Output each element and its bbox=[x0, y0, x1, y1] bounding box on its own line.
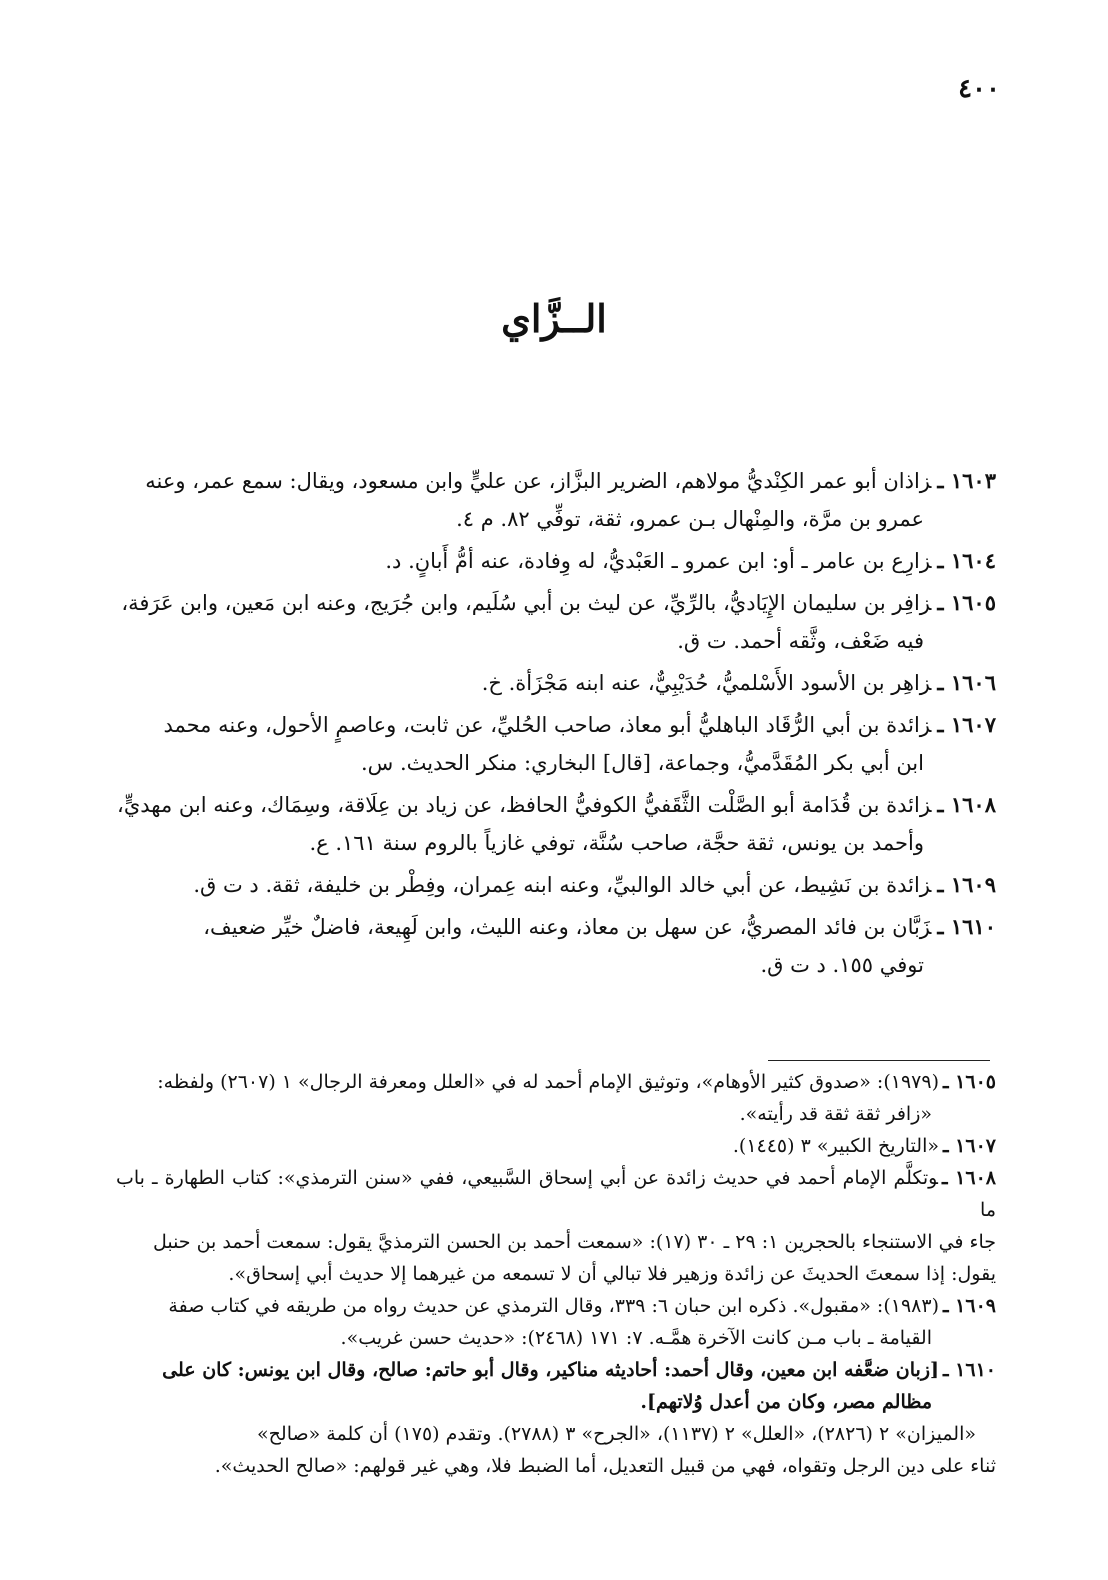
entry-number: ١٦٠٦ ـ bbox=[937, 670, 996, 695]
entry-text: زارِع بن عامر ـ أو: ابن عمرو ـ العَبْديُّ، له وِفادة، عنه أمُّ أَبانٍ. د. bbox=[385, 549, 932, 573]
entry-text: زَبَّان بن فائد المصريُّ، عن سهل بن معاذ، وعنه الليث، وابن لَهِيعة، فاضلٌ خيِّر ضعيف، bbox=[203, 915, 932, 939]
footnote-text: (١٩٧٩): «صدوق كثير الأوهام»، وتوثيق الإمام أحمد له في «العلل ومعرفة الرجال» ١ (٢٦٠٧) ولفظه: bbox=[157, 1071, 939, 1093]
entry-number: ١٦٠٥ ـ bbox=[937, 590, 996, 615]
footnote-continuation bbox=[116, 1258, 996, 1290]
footnote-text: «التاريخ الكبير» ٣ (١٤٤٥). bbox=[732, 1135, 939, 1157]
entry-text-continued: ابن أبي بكر المُقَدَّميُّ، وجماعة، [قال] البخاري: منكر الحديث. س. bbox=[360, 751, 924, 775]
footnote-text-continued: القيامة ـ باب مـن كانت الآخرة همَّـه. ٧: ١٧١ (٢٤٦٨): «حديث حسن غريب». bbox=[340, 1327, 932, 1349]
entry-text: زافِر بن سليمان الإِيَاديُّ، بالرِّيِّ، عن ليث بن أبي سُلَيم، وابن جُرَيج، وعنه ابن مَعين، وابن عَرَفة، bbox=[121, 591, 932, 615]
entry-text: زاهِر بن الأسود الأَسْلميُّ، حُدَيْبِيٌّ، عنه ابنه مَجْزَأة. خ. bbox=[481, 671, 932, 695]
footnote-text: جاء في الاستنجاء بالحجرين ١: ٢٩ ـ ٣٠ (١٧): «سمعت أحمد بن الحسن الترمذيَّ يقول: سمعت أحمد بن حنبل bbox=[152, 1231, 996, 1253]
entry bbox=[116, 664, 996, 702]
footnote-text: يقول: إذا سمعتَ الحديثَ عن زائدة وزهير فلا تبالي أن لا تسمعه من غيرهما إلا حديث أبي إسحاق». bbox=[228, 1263, 996, 1285]
footnote bbox=[116, 1162, 996, 1226]
footnote-text: [زبان ضعَّفه ابن معين، وقال أحمد: أحاديثه مناكير، وقال أبو حاتم: صالح، وقال ابن يونس: كان على bbox=[162, 1359, 939, 1381]
entry-number: ١٦٠٤ ـ bbox=[937, 548, 996, 573]
entry-number: ١٦٠٣ ـ bbox=[937, 468, 996, 493]
entry bbox=[116, 786, 996, 862]
entry-text-continued: وأحمد بن يونس، ثقة حجَّة، صاحب سُنَّة، توفي غازياً بالروم سنة ١٦١. ع. bbox=[309, 831, 924, 855]
footnote-number: ١٦٠٩ ـ bbox=[942, 1295, 996, 1317]
entry-text: زاذان أبو عمر الكِنْديُّ مولاهم، الضرير البزَّاز، عن عليٍّ وابن مسعود، ويقال: سمع عمر، وعنه bbox=[145, 469, 932, 493]
footnote-continuation bbox=[116, 1450, 996, 1482]
entry-text-continued: عمرو بن مرَّة، والمِنْهال بـن عمرو، ثقة، توفِّي ٨٢. م ٤. bbox=[456, 507, 924, 531]
entry-number: ١٦٠٧ ـ bbox=[937, 712, 996, 737]
footnote-number: ١٦٠٧ ـ bbox=[942, 1135, 996, 1157]
entry bbox=[116, 908, 996, 984]
footnote-number: ١٦٠٨ ـ bbox=[941, 1167, 996, 1189]
footnote bbox=[116, 1354, 996, 1418]
entry bbox=[116, 706, 996, 782]
entries-list bbox=[116, 462, 996, 988]
entry-text-continued: فيه ضَعْف، وثَّقه أحمد. ت ق. bbox=[677, 629, 924, 653]
footnote-divider bbox=[768, 1060, 990, 1061]
entry-number: ١٦٠٨ ـ bbox=[937, 792, 996, 817]
footnote-text: «الميزان» ٢ (٢٨٢٦)، «العلل» ٢ (١١٣٧)، «الجرح» ٣ (٢٧٨٨). وتقدم (١٧٥) أن كلمة «صالح» bbox=[257, 1423, 976, 1445]
entry-number: ١٦١٠ ـ bbox=[937, 914, 996, 939]
footnote-number: ١٦٠٥ ـ bbox=[942, 1071, 996, 1093]
entry-text: زائدة بن أبي الرُّقَاد الباهليُّ أبو معاذ، صاحب الحُليِّ، عن ثابت، وعاصمٍ الأحول، وعنه محمد bbox=[163, 713, 932, 737]
entry-text: زائدة بن نَشِيط، عن أبي خالد الوالبيِّ، وعنه ابنه عِمران، وفِطْر بن خليفة، ثقة. د ت ق. bbox=[193, 873, 932, 897]
footnote-number: ١٦١٠ ـ bbox=[942, 1359, 996, 1381]
chapter-title: الــزَّاي bbox=[501, 296, 607, 341]
entry bbox=[116, 584, 996, 660]
entry-text: زائدة بن قُدَامة أبو الصَّلْت الثَّقَفيُّ الكوفيُّ الحافظ، عن زياد بن عِلَاقة، وسِمَاك، وعنه ابن مهديٍّ، bbox=[117, 793, 932, 817]
footnote-text-continued: مظالم مصر، وكان من أعدل وُلاتهم]. bbox=[640, 1391, 932, 1413]
footnote bbox=[116, 1290, 996, 1354]
footnote bbox=[116, 1130, 996, 1162]
footnote-text: ثناء على دين الرجل وتقواه، فهي من قبيل التعديل، أما الضبط فلا، وهي غير قولهم: «صالح الحديث». bbox=[214, 1455, 996, 1477]
footnote-text-continued: «زافر ثقة ثقة قد رأيته». bbox=[739, 1103, 932, 1125]
entry bbox=[116, 542, 996, 580]
entry-number: ١٦٠٩ ـ bbox=[937, 872, 996, 897]
entry-text-continued: توفي ١٥٥. د ت ق. bbox=[760, 953, 924, 977]
footnote bbox=[116, 1066, 996, 1130]
footnote-continuation bbox=[116, 1226, 996, 1258]
footnote-text: (١٩٨٣): «مقبول». ذكره ابن حبان ٦: ٣٣٩، وقال الترمذي عن حديث رواه من طريقه في كتاب صفة bbox=[168, 1295, 939, 1317]
entry bbox=[116, 462, 996, 538]
footnote-text: وتكلَّم الإمام أحمد في حديث زائدة عن أبي إسحاق السَّبيعي، ففي «سنن الترمذي»: كتاب الطهارة ـ باب ما bbox=[116, 1167, 996, 1221]
footnote-continuation bbox=[116, 1418, 996, 1450]
page-number: ٤٠٠ bbox=[958, 74, 1000, 104]
entry bbox=[116, 866, 996, 904]
footnotes bbox=[116, 1066, 996, 1482]
